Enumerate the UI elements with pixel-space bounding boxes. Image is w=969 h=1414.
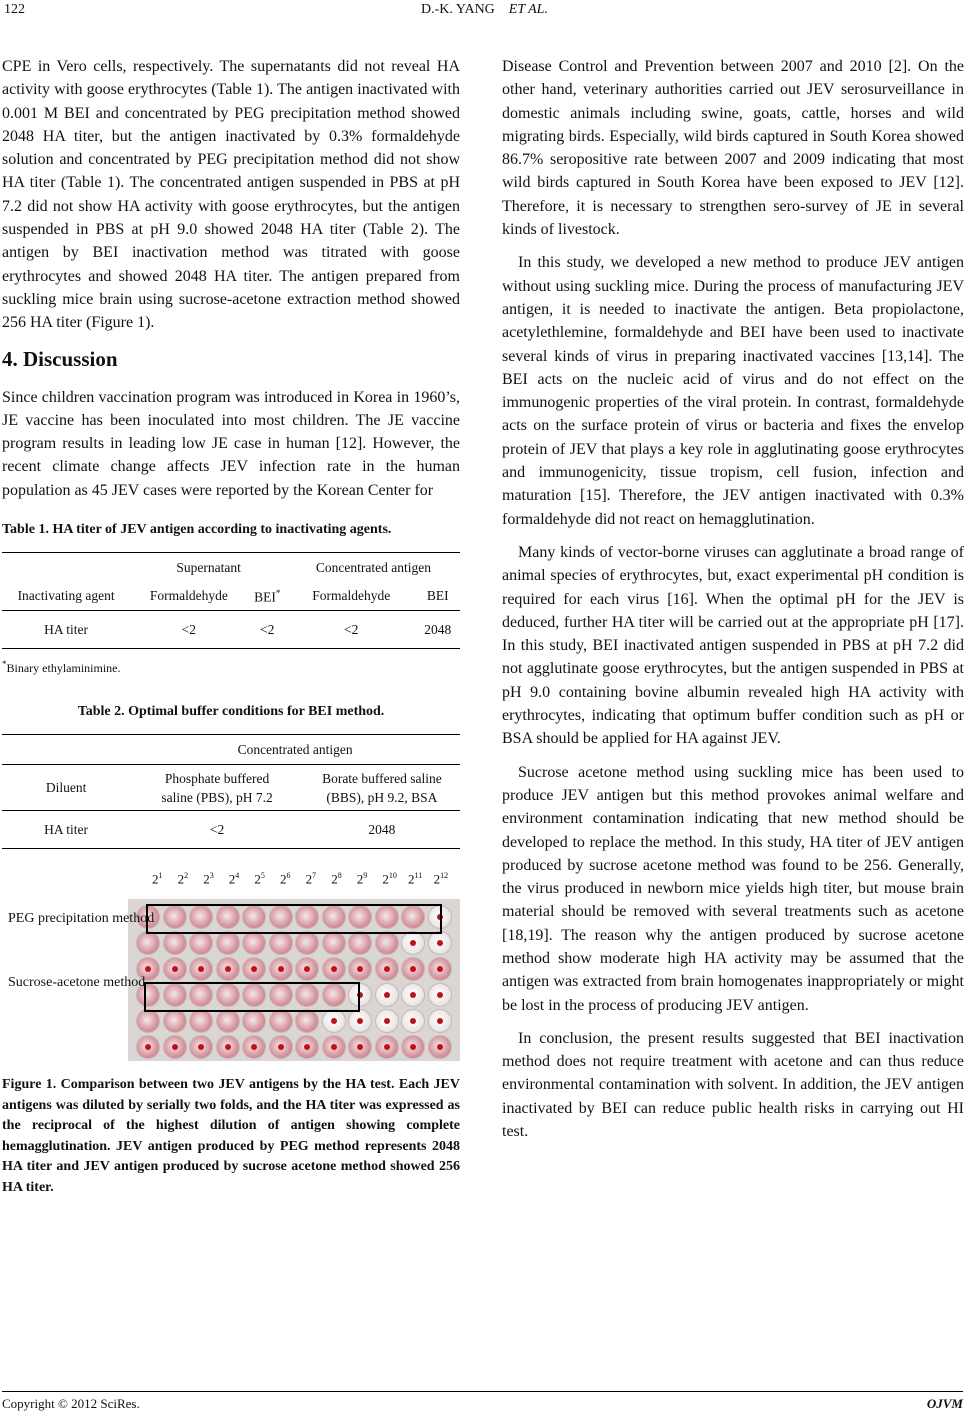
table1-cell: <2	[287, 611, 416, 649]
figure1-well	[269, 931, 293, 955]
table1-col-header: Formaldehyde	[287, 583, 416, 611]
figure1-well	[428, 1035, 452, 1059]
table1-cell: <2	[247, 611, 286, 649]
table1-col-header: BEI*	[247, 583, 286, 611]
table2-row-header: Diluent	[2, 765, 130, 811]
figure1-well	[375, 1009, 399, 1033]
section-title-discussion: 4. Discussion	[2, 346, 118, 371]
figure1-well	[216, 957, 240, 981]
discussion-paragraph-6: In conclusion, the present results suggested that BEI inactivation method does not require treatment with acetone and can thus reduce environmental contamination with solvent. In addition, the JEV antigen inactivated by BEI can reduce public health risks in carrying out HI test.	[502, 1029, 964, 1141]
figure1-sucrose-highlight-box	[144, 982, 360, 1012]
footer-rule	[2, 1391, 963, 1392]
figure1-well	[295, 931, 319, 955]
figure1-dilution-label: $2^3$	[203, 871, 214, 887]
figure1-well	[401, 1035, 425, 1059]
figure1-well	[348, 957, 372, 981]
figure1-well	[136, 1035, 160, 1059]
figure1-well	[242, 931, 266, 955]
figure1-well	[295, 1009, 319, 1033]
figure1-well	[242, 1035, 266, 1059]
figure1-well	[163, 1009, 187, 1033]
figure1-dilution-label: $2^6$	[280, 871, 291, 887]
figure1-plate-image	[128, 899, 460, 1061]
figure1-dilution-label: $2^{10}$	[382, 871, 397, 887]
figure1-well	[375, 931, 399, 955]
figure1-well	[269, 1035, 293, 1059]
figure1-dilution-label: $2^4$	[228, 871, 240, 887]
figure1-dilution-label: $2^9$	[356, 871, 368, 887]
results-paragraph: CPE in Vero cells, respectively. The supernatants did not reveal HA activity with goose erythrocytes (Table 1). The antigen inactivated with 0.001 M BEI and concentrated by PEG precipitation method showed 2048 HA titer, but the antigen inactivated by 0.3% formaldehyde solution and concentrated by PEG precipitation method did not show HA titer (Table 1). The concentrated antigen suspended in PBS at pH 7.2 did not show HA activity with goose erythrocytes, but the antigen suspended in PBS at pH 9.0 showed 2048 HA titer (Table 2). The antigen by BEI inactivation method was titrated with goose erythrocytes and showed 2048 HA titer. The antigen prepared from suckling mice brain using sucrose-acetone extraction method showed 256 HA titer (Figure 1).	[2, 58, 460, 332]
figure1-well	[428, 957, 452, 981]
figure1-label-sucrose: Sucrose-acetone method	[8, 975, 146, 991]
figure1-well	[242, 957, 266, 981]
figure1-well	[348, 931, 372, 955]
figure1-well	[428, 983, 452, 1007]
figure1-well	[401, 983, 425, 1007]
figure1-well	[242, 1009, 266, 1033]
discussion-paragraph-2: Disease Control and Prevention between 2007 and 2010 [2]. On the other hand, veterinary authorities carried out JEV serosurveillance in domestic animals including swine, goats, cattle, horses and wild migrating birds. Especially, wild birds captured in South Korea showed 86.7% seropositive rate between 2007 and 2009 indicating that most wild birds captured in South Korea have been exposed to JEV [12]. Therefore, it is necessary to strengthen sero-survey of JE in several kinds of livestock.	[502, 58, 964, 239]
figure1-well	[401, 931, 425, 955]
discussion-paragraph-3: In this study, we developed a new method to produce JEV antigen without using suckling mice. During the process of manufacturing JEV antigen, it is needed to inactivate the antigen. Beta propiolactone, acetylethlemine, formaldehyde and BEI have been used to inactivate several kinds of virus in preparing inactivated vaccines [13,14]. The BEI acts on the nucleic acid of virus and do not effect on the immunogenic properties of the viral protein. In contrast, formaldehyde acts on the surface protein of virus or bacteria and fixes the envelop protein of JEV that plays a key role in agglutinating goose erythrocytes and immunogenicity, tissue tropism, cell fusion, infection and maturation [15]. Therefore, the JEV antigen inactivated with 0.3% formaldehyde did not react on hemagglutination.	[502, 254, 964, 528]
figure1-well	[348, 1009, 372, 1033]
figure1-well	[136, 1009, 160, 1033]
figure1-well	[136, 931, 160, 955]
figure1-dilution-label: $2^{11}$	[408, 871, 423, 887]
table1-empty-header	[2, 553, 130, 583]
figure1-well	[322, 1009, 346, 1033]
table1-row-header: Inactivating agent	[2, 583, 130, 611]
table1-caption: Table 1. HA titer of JEV antigen according to inactivating agents.	[2, 522, 392, 538]
right-column	[502, 55, 964, 1153]
page-number: 122	[4, 2, 25, 17]
figure1-well	[189, 1009, 213, 1033]
figure1	[2, 871, 460, 1061]
discussion-paragraph-4: Many kinds of vector-borne viruses can agglutinate a broad range of animal species of erythrocytes, but, exact experimental pH condition is required for each virus [16]. When the optimal pH for the JEV is deduced, further HA titer will be carried out at the appropriate pH [17]. In this study, BEI inactivated antigen suspended in PBS at pH 7.2 did not agglutinate goose erythrocytes, but the antigen suspended in PBS at pH 9.0 containing bovine albumin revealed high HA activity with erythrocytes, indicating that optimum buffer condition such as pH or BSA should be applied for HA against JEV.	[502, 543, 964, 748]
table1-col-header: BEI	[415, 583, 460, 611]
figure1-well	[295, 957, 319, 981]
figure1-well	[322, 957, 346, 981]
table2-group-header: Concentrated antigen	[130, 735, 460, 765]
figure1-well	[216, 1035, 240, 1059]
figure1-dilution-label: $2^{12}$	[433, 871, 449, 887]
figure1-well	[401, 957, 425, 981]
discussion-paragraph-1: Since children vaccination program was introduced in Korea in 1960’s, JE vaccine has been inoculated into most children. The JE vaccine program results in leading low JE case in human [12]. However, the recent climate change affects JEV infection rate in the human population as 45 JEV cases were reported by the Korean Center for	[2, 388, 460, 499]
figure1-well	[189, 1035, 213, 1059]
table1	[2, 552, 460, 649]
figure1-well	[295, 1035, 319, 1059]
figure1-dilution-label: $2^8$	[331, 871, 342, 887]
figure1-well	[189, 931, 213, 955]
figure1-well	[375, 957, 399, 981]
figure1-well	[428, 931, 452, 955]
figure1-well	[375, 983, 399, 1007]
figure1-well	[428, 1009, 452, 1033]
table2	[2, 734, 460, 849]
table2-cell: 2048	[304, 811, 460, 849]
table2-caption: Table 2. Optimal buffer conditions for BEI method.	[77, 704, 385, 720]
figure1-dilution-label: $2^7$	[305, 871, 317, 887]
figure1-dilution-label: $2^5$	[254, 871, 265, 887]
figure1-well	[322, 1035, 346, 1059]
figure1-well	[401, 1009, 425, 1033]
table1-col-header: Formaldehyde	[130, 583, 247, 611]
figure1-well	[163, 931, 187, 955]
running-head	[0, 2, 969, 18]
running-head-author: D.-K. YANG	[421, 2, 495, 17]
footer-copyright: Copyright © 2012 SciRes.	[2, 1396, 140, 1411]
table1-footnote: *Binary ethylaminimine.	[2, 659, 121, 676]
table2-col-bbs: Borate buffered saline (BBS), pH 9.2, BSA	[304, 765, 460, 811]
table2-empty-header	[2, 735, 130, 765]
figure1-dilution-label: $2^2$	[177, 871, 189, 887]
table1-row-label: HA titer	[2, 611, 130, 649]
figure1-well	[163, 957, 187, 981]
figure1-dilution-label: $2^1$	[152, 871, 163, 887]
footer-journal: OJVM	[926, 1396, 963, 1411]
table1-group-concentrated: Concentrated antigen	[287, 553, 460, 583]
figure1-well	[322, 931, 346, 955]
figure1-well	[216, 931, 240, 955]
figure1-well	[216, 1009, 240, 1033]
table2-col-pbs: Phosphate buffered saline (PBS), pH 7.2	[130, 765, 304, 811]
discussion-paragraph-5: Sucrose acetone method using suckling mice has been used to produce JEV antigen but this method provokes animal welfare and environment contamination indicating that new method should be developed to replace the method. In this study, HA titer of JEV antigen produced by sucrose acetone method was found to be 256. Generally, the virus produced in newborn mice yields high titer, but mouse brain material should be removed with several treatments such as acetone [18,19]. The reason why the antigen produced by sucrose acetone method show moderate high HA activity may be assumed that the antigen was extracted from brain homogenates inappropriately or might be lost in the process of producing JEV antigen.	[502, 763, 964, 1014]
figure1-well	[348, 1035, 372, 1059]
table2-row-label: HA titer	[2, 811, 130, 849]
table1-cell: 2048	[415, 611, 460, 649]
figure1-label-peg: PEG precipitation method	[8, 911, 155, 927]
figure1-well	[269, 1009, 293, 1033]
figure1-well	[163, 1035, 187, 1059]
left-column	[2, 55, 460, 1199]
table2-cell: <2	[130, 811, 304, 849]
figure1-peg-highlight-box	[146, 904, 442, 934]
figure1-well	[189, 957, 213, 981]
table1-group-supernatant: Supernatant	[130, 553, 287, 583]
figure1-well	[269, 957, 293, 981]
table1-cell: <2	[130, 611, 247, 649]
running-head-etal: ET AL.	[508, 2, 548, 17]
figure1-well	[375, 1035, 399, 1059]
figure1-caption: Figure 1. Comparison between two JEV antigens by the HA test. Each JEV antigens was diluted by serially two folds, and the HA titer was expressed as the reciprocal of the highest dilution of antigen showing complete hemagglutination. JEV antigen produced by PEG method represents 2048 HA titer and JEV antigen produced by sucrose acetone method showed 256 HA titer.	[2, 1077, 460, 1196]
